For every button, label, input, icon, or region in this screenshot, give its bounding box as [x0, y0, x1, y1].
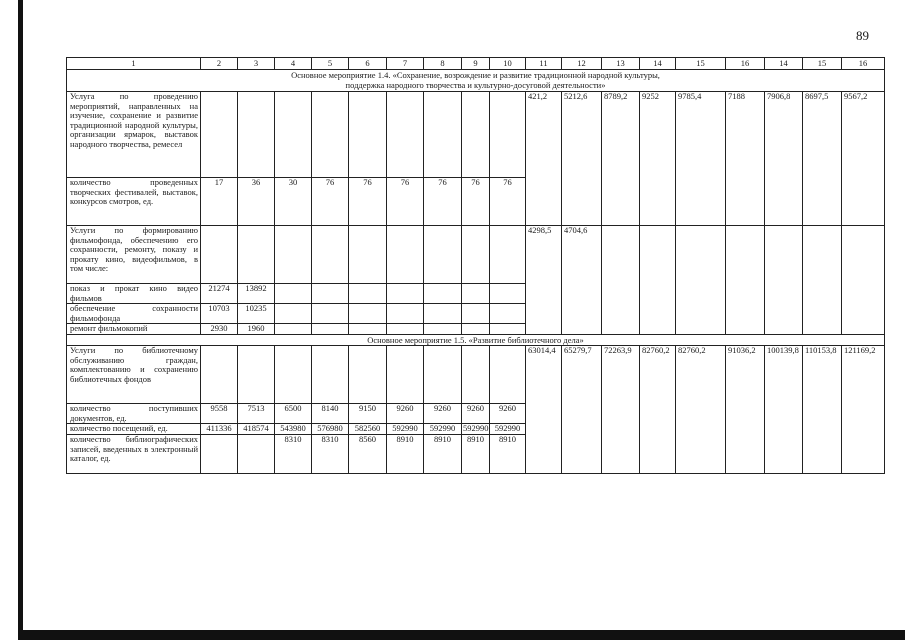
film-detail-value: 10235: [238, 304, 275, 324]
table-cell: [602, 226, 640, 335]
header-cell: 12: [562, 58, 602, 70]
section-title: Основное мероприятие 1.5. «Развитие библиотечного дела»: [67, 335, 885, 346]
scan-edge-left: [18, 0, 23, 640]
section-title: [67, 70, 885, 92]
table-cell: [275, 92, 312, 178]
indicator-label: количество проведенных творческих фестивалей, выставок, конкурсов смотров, ед.: [67, 178, 201, 226]
table-cell: [726, 226, 765, 335]
table-cell: [201, 92, 238, 178]
library-indicator-label: количество поступивших документов, ед.: [67, 404, 201, 424]
library-indicator-value: 8140: [312, 404, 349, 424]
table-cell: [238, 92, 275, 178]
library-indicator-value: 592990: [387, 424, 424, 435]
library-indicator-value: 9260: [490, 404, 526, 424]
header-cell: 14: [765, 58, 803, 70]
budget-table: [66, 57, 885, 474]
table-cell: [424, 92, 462, 178]
library-service-row: [67, 346, 885, 404]
finance-cell: 421,2: [526, 92, 562, 226]
library-indicator-value: 7513: [238, 404, 275, 424]
finance-cell: 65279,7: [562, 346, 602, 474]
library-indicator-value: 592990: [463, 423, 489, 433]
library-indicator-value: 576980: [312, 424, 349, 435]
library-indicator-value: 9260: [387, 404, 424, 424]
library-indicator-value: 6500: [275, 404, 312, 424]
table-cell: [275, 346, 312, 404]
table-cell: [424, 324, 462, 335]
table-cell: [462, 324, 490, 335]
finance-cell: 91036,2: [726, 346, 765, 474]
indicator-value: 76: [490, 178, 526, 226]
library-indicator-value: 9558: [201, 404, 238, 424]
table-cell: [312, 92, 349, 178]
library-indicator-value: [201, 435, 238, 474]
header-cell: 15: [803, 58, 842, 70]
indicator-value: 76: [462, 178, 490, 226]
film-detail-value: 13892: [238, 284, 275, 304]
table-cell: [275, 284, 312, 304]
film-detail-value: 2930: [201, 324, 238, 335]
header-cell: 13: [602, 58, 640, 70]
header-cell: 8: [424, 58, 462, 70]
table-cell: [462, 226, 490, 284]
service-row: [67, 92, 885, 178]
table-cell: [462, 304, 490, 324]
indicator-value: 76: [424, 178, 462, 226]
library-indicator-value: 411336: [201, 424, 238, 435]
library-indicator-value: [238, 435, 275, 474]
table-cell: [490, 324, 526, 335]
table-cell: [490, 284, 526, 304]
indicator-value: 76: [312, 178, 349, 226]
table-cell: [349, 304, 387, 324]
library-indicator-value: 9150: [349, 404, 387, 424]
library-indicator-value: 8910: [462, 435, 490, 474]
finance-cell: 8789,2: [602, 92, 640, 226]
table-cell: [490, 92, 526, 178]
table-cell: [387, 346, 424, 404]
finance-cell: 9785,4: [676, 92, 726, 226]
library-indicator-value: 582560: [349, 424, 387, 435]
table-cell: [490, 304, 526, 324]
film-detail-value: 1960: [238, 324, 275, 335]
library-indicator-value: 8910: [490, 435, 526, 474]
finance-cell: 100139,8: [765, 346, 803, 474]
table-cell: [640, 226, 676, 335]
table-cell: [275, 324, 312, 335]
library-indicator-value: 9260: [462, 404, 490, 424]
indicator-value: 17: [201, 178, 238, 226]
table-cell: [312, 304, 349, 324]
header-cell: 9: [462, 58, 490, 70]
indicator-value: 30: [275, 178, 312, 226]
table-cell: [349, 284, 387, 304]
header-cell: 7: [387, 58, 424, 70]
film-detail-value: 10703: [201, 304, 238, 324]
table-cell: [312, 226, 349, 284]
table-cell: [490, 226, 526, 284]
table-cell: [424, 284, 462, 304]
table-cell: [676, 226, 726, 335]
table-cell: [462, 92, 490, 178]
table-cell: [238, 346, 275, 404]
library-indicator-value: 592990: [424, 424, 462, 435]
finance-cell: 5212,6: [562, 92, 602, 226]
table-cell: [387, 304, 424, 324]
table-cell: [275, 304, 312, 324]
table-cell: [462, 284, 490, 304]
table-cell: [349, 346, 387, 404]
header-row: [67, 58, 885, 70]
finance-cell: 72263,9: [602, 346, 640, 474]
header-cell: 11: [526, 58, 562, 70]
finance-cell: 9567,2: [842, 92, 885, 226]
library-indicator-value: 9260: [424, 404, 462, 424]
library-indicator-value: 8560: [349, 435, 387, 474]
section-title-line: Основное мероприятие 1.4. «Сохранение, возрождение и развитие традиционной народной культуры,: [291, 70, 660, 80]
library-indicator-value: 8310: [275, 435, 312, 474]
header-cell: 14: [640, 58, 676, 70]
film-detail-label: обеспечение сохранности фильмофонда: [67, 304, 201, 324]
table-cell: [349, 324, 387, 335]
section-heading-row: [67, 335, 885, 346]
section-title-line: поддержка народного творчества и культурно-досуговой деятельности»: [345, 80, 606, 90]
film-detail-label: показ и прокат кино видео фильмов: [67, 284, 201, 304]
table-cell: [424, 346, 462, 404]
film-service-row: [67, 226, 885, 284]
service-description: Услуга по проведению мероприятий, направленных на изучение, сохранение и развитие традиционной народной культуры, организации ярмарок, выставок народного творчества, ремесел: [67, 92, 201, 178]
table-cell: [387, 226, 424, 284]
indicator-value: 36: [238, 178, 275, 226]
library-indicator-label: количество посещений, ед.: [67, 424, 201, 435]
indicator-value: 76: [387, 178, 424, 226]
table-cell: [387, 324, 424, 335]
header-cell: 16: [726, 58, 765, 70]
library-indicator-value: 592990: [490, 424, 526, 435]
table-cell: [424, 304, 462, 324]
header-cell: 15: [676, 58, 726, 70]
finance-cell: 4298,5: [526, 226, 562, 335]
header-cell: 16: [842, 58, 885, 70]
page-number: 89: [856, 28, 869, 43]
table-cell: [238, 226, 275, 284]
table-cell: [490, 346, 526, 404]
header-cell: 6: [349, 58, 387, 70]
library-indicator-value: 543980: [275, 424, 312, 435]
table-cell: [462, 346, 490, 404]
table-cell: [349, 226, 387, 284]
header-cell: 10: [490, 58, 526, 70]
header-cell: 3: [238, 58, 275, 70]
library-indicator-value: 8910: [424, 435, 462, 474]
table-cell: [275, 226, 312, 284]
library-indicator-label: количество библиографических записей, введенных в электронный каталог, ед.: [67, 435, 201, 474]
indicator-value: 76: [349, 178, 387, 226]
table-cell: [387, 92, 424, 178]
finance-cell: 8697,5: [803, 92, 842, 226]
finance-cell: 7188: [726, 92, 765, 226]
finance-cell: 110153,8: [803, 346, 842, 474]
table-cell: [201, 226, 238, 284]
library-indicator-value: 8910: [387, 435, 424, 474]
table-cell: [312, 284, 349, 304]
table-cell: [842, 226, 885, 335]
section-heading-row: [67, 70, 885, 92]
finance-cell: 82760,2: [676, 346, 726, 474]
finance-cell: 4704,6: [562, 226, 602, 335]
table-cell: [387, 284, 424, 304]
table-cell: [312, 324, 349, 335]
finance-cell: 9252: [640, 92, 676, 226]
table-cell: [803, 226, 842, 335]
finance-cell: 121169,2: [842, 346, 885, 474]
finance-cell: 82760,2: [640, 346, 676, 474]
header-cell: 2: [201, 58, 238, 70]
header-cell: 5: [312, 58, 349, 70]
table-cell: [424, 226, 462, 284]
header-cell: 1: [67, 58, 201, 70]
film-detail-value: 21274: [201, 284, 238, 304]
library-service-description: Услуги по библиотечному обслуживанию граждан, комплектованию и сохранению библиотечных фондов: [67, 346, 201, 404]
library-indicator-value: 418574: [238, 424, 275, 435]
header-cell: 4: [275, 58, 312, 70]
finance-cell: 63014,4: [526, 346, 562, 474]
table-cell: [201, 346, 238, 404]
film-detail-label: ремонт фильмокопий: [67, 324, 201, 335]
table-cell: [349, 92, 387, 178]
scan-edge-bottom: [18, 630, 905, 640]
table-cell: [765, 226, 803, 335]
film-service-description: Услуги по формированию фильмофонда, обеспечению его сохранности, ремонту, показу и прокату кино, видеофильмов, в том числе:: [67, 226, 201, 284]
finance-cell: 7906,8: [765, 92, 803, 226]
library-indicator-value: 8310: [312, 435, 349, 474]
table-cell: [312, 346, 349, 404]
